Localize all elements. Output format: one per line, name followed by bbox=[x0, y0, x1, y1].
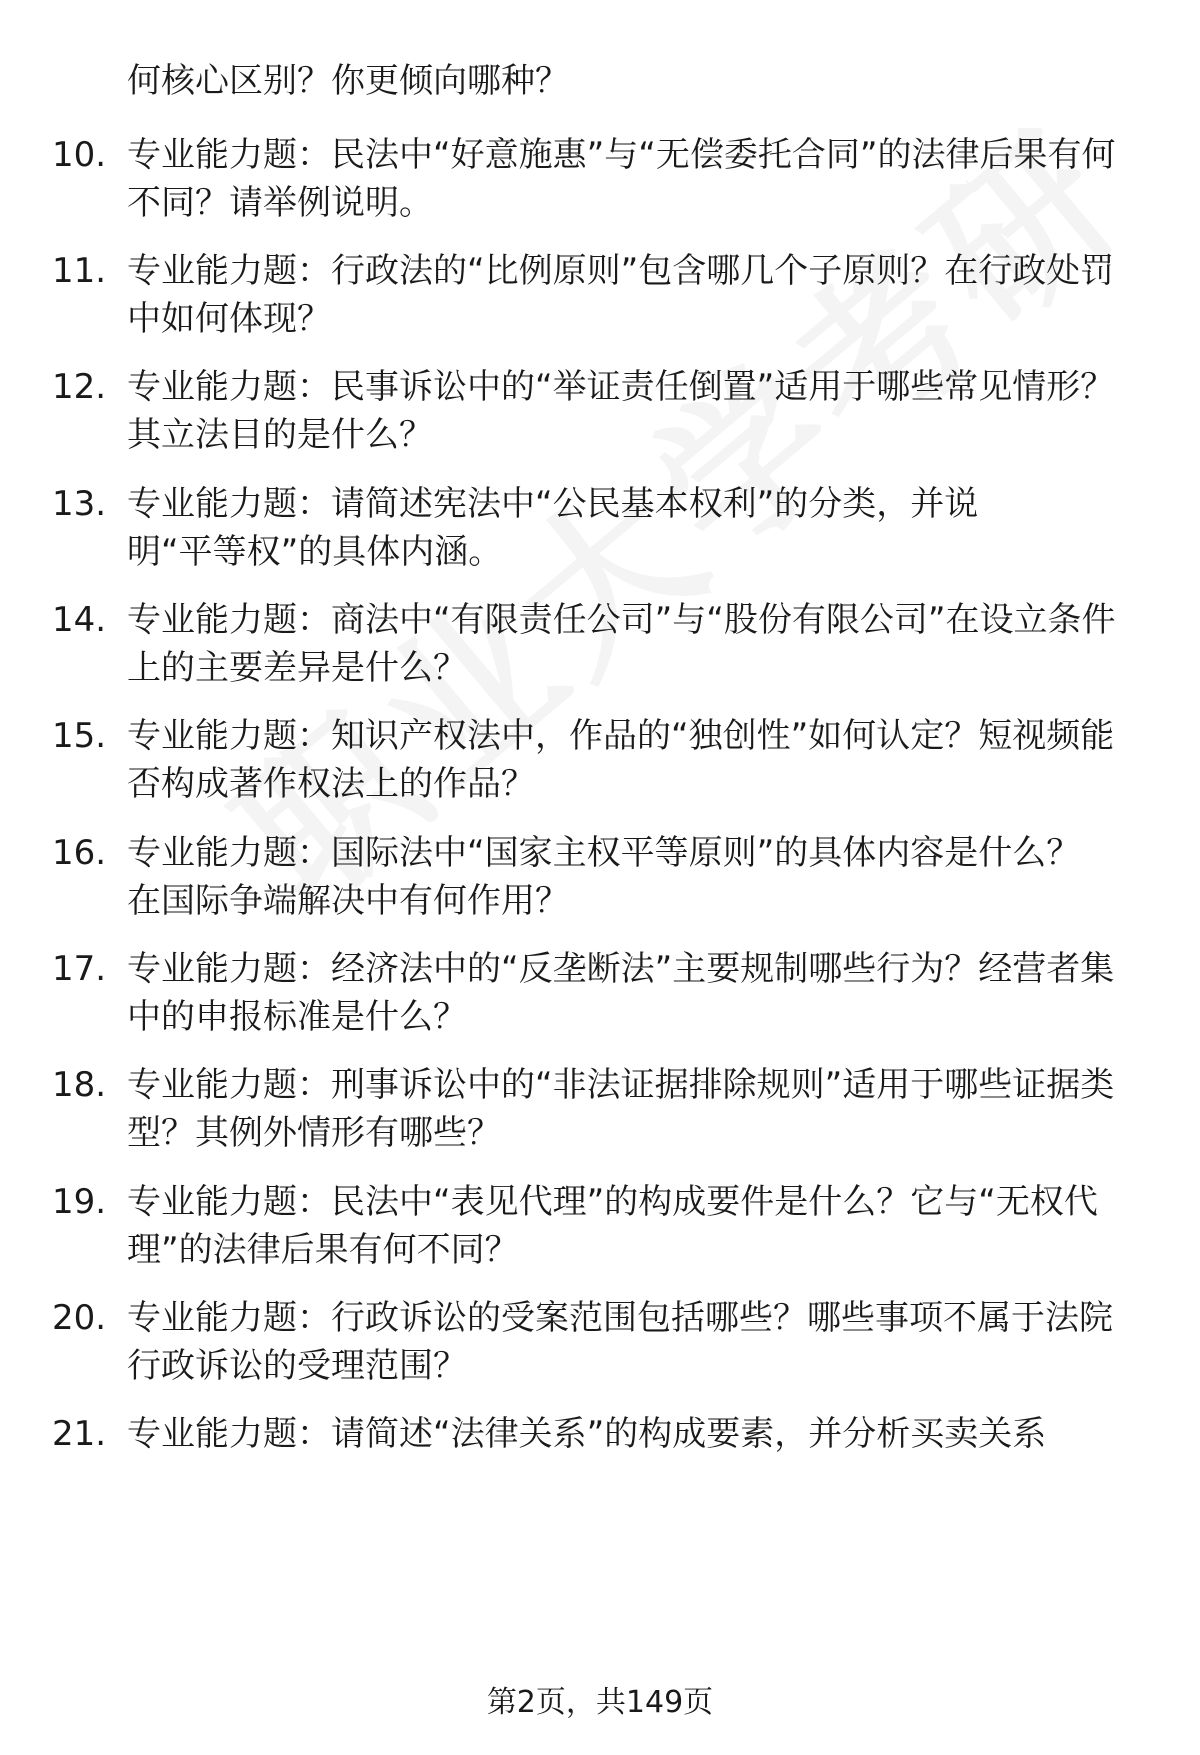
question-text: 专业能力题：民事诉讼中的“举证责任倒置”适用于哪些常见情形？其立法目的是什么？ bbox=[127, 367, 1115, 455]
question-text: 专业能力题：请简述宪法中“公民基本权利”的分类，并说明“平等权”的具体内涵。 bbox=[127, 484, 979, 572]
question-number: 20. bbox=[52, 1298, 107, 1338]
continuation-text: 何核心区别？你更倾向哪种？ bbox=[127, 61, 569, 101]
question-text: 专业能力题：行政诉讼的受案范围包括哪些？哪些事项不属于法院行政诉讼的受理范围？ bbox=[127, 1298, 1113, 1386]
question-number: 11. bbox=[52, 251, 107, 291]
question-text: 专业能力题：商法中“有限责任公司”与“股份有限公司”在设立条件上的主要差异是什么？ bbox=[127, 600, 1116, 688]
question-text: 专业能力题：知识产权法中，作品的“独创性”如何认定？短视频能否构成著作权法上的作品？ bbox=[127, 716, 1115, 804]
question-number: 13. bbox=[52, 484, 107, 524]
question-text: 专业能力题：行政法的“比例原则”包含哪几个子原则？在行政处罚中如何体现？ bbox=[127, 251, 1115, 339]
question-text: 专业能力题：民法中“表见代理”的构成要件是什么？它与“无权代理”的法律后果有何不同？ bbox=[127, 1182, 1098, 1270]
question-number: 15. bbox=[52, 716, 107, 756]
question-text: 专业能力题：民法中“好意施惠”与“无偿委托合同”的法律后果有何不同？请举例说明。 bbox=[127, 135, 1116, 223]
question-text: 专业能力题：国际法中“国家主权平等原则”的具体内容是什么？在国际争端解决中有何作用？ bbox=[127, 833, 1081, 921]
question-number: 19. bbox=[52, 1182, 107, 1222]
question-number: 17. bbox=[52, 949, 107, 989]
question-number: 12. bbox=[52, 367, 107, 407]
page-footer: 第2页，共149页 bbox=[486, 1685, 714, 1720]
question-text: 专业能力题：刑事诉讼中的“非法证据排除规则”适用于哪些证据类型？其例外情形有哪些？ bbox=[127, 1065, 1115, 1153]
question-number: 16. bbox=[52, 833, 107, 873]
question-number: 10. bbox=[52, 135, 107, 175]
question-text: 专业能力题：经济法中的“反垄断法”主要规制哪些行为？经营者集中的申报标准是什么？ bbox=[127, 949, 1115, 1037]
question-text: 专业能力题：请简述“法律关系”的构成要素，并分析买卖关系 bbox=[127, 1414, 1047, 1454]
question-number: 14. bbox=[52, 600, 107, 640]
question-number: 21. bbox=[52, 1414, 107, 1454]
question-number: 18. bbox=[52, 1065, 107, 1105]
